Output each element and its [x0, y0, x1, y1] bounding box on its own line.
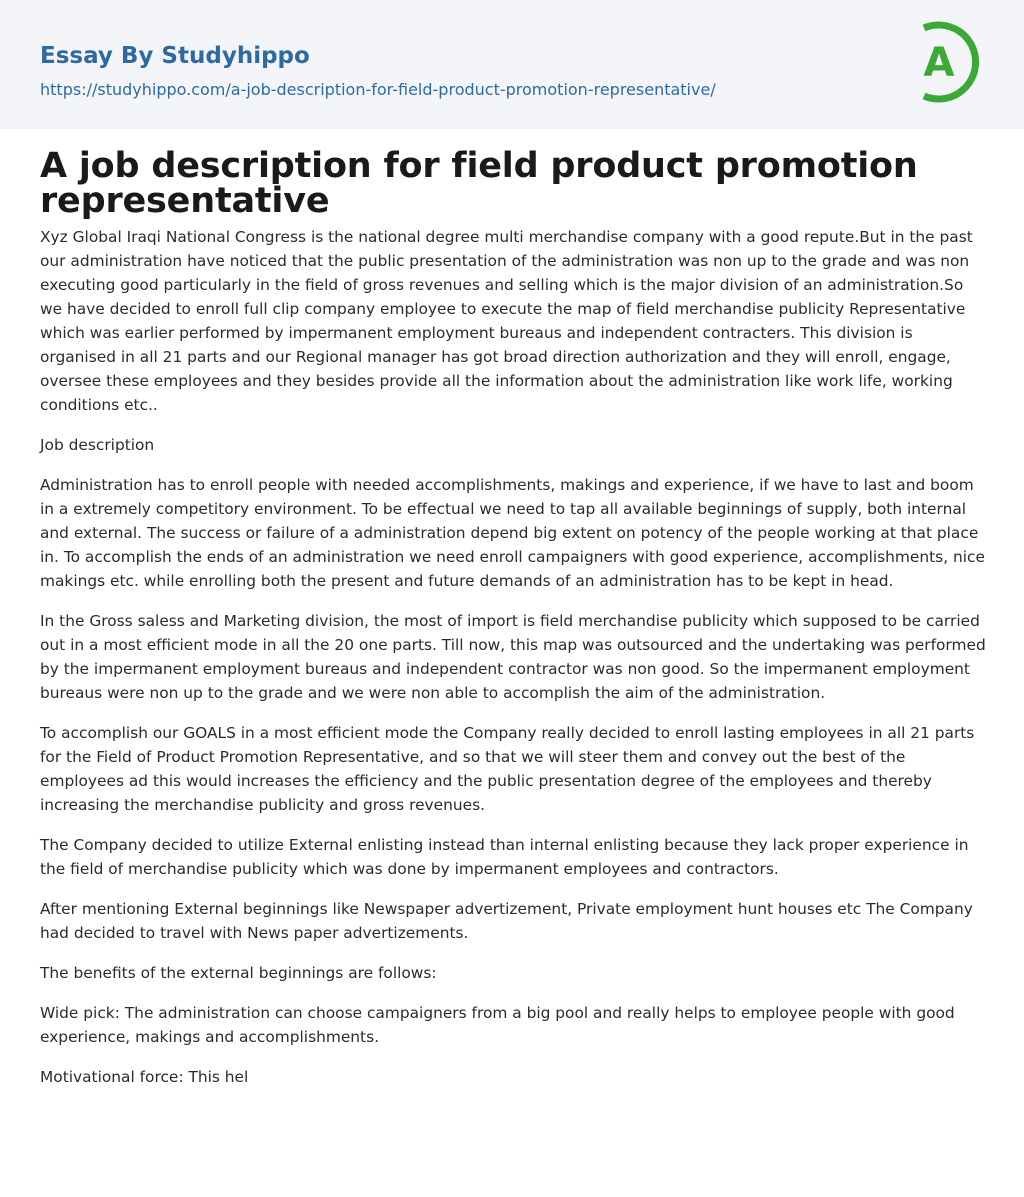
section-heading-job-description: Job description [40, 436, 155, 454]
paragraph: Wide pick: The administration can choose campaigners from a big pool and really helps to employee people with good experience, makings and accomplishments. [40, 1004, 955, 1046]
essay-url-link[interactable]: https://studyhippo.com/a-job-description-for-field-product-promotion-representative/ [40, 80, 716, 99]
site-header [0, 0, 1024, 129]
logo-letter: A [923, 40, 955, 86]
paragraph: The Company decided to utilize External enlisting instead than internal enlisting because they lack proper experience in the field of merchandise publicity which was done by impermanent employees and contractors. [40, 836, 969, 878]
studyhippo-logo-icon[interactable] [914, 19, 984, 105]
paragraph: After mentioning External beginnings like Newspaper advertizement, Private employment hunt houses etc The Company had decided to travel with News paper advertizements. [40, 900, 973, 942]
paragraph: Administration has to enroll people with needed accomplishments, makings and experience, if we have to last and boom in a extremely competitory environment. To be effectual we need to tap all available beginnings of supply, both internal and external. The success or failure of a administration depend big extent on potency of the people working at that place in. To accomplish the ends of an administration we need enroll campaigners with good experience, accomplishments, nice makings etc. while enrolling both the present and future demands of an administration has to be kept in head. [40, 476, 985, 590]
paragraph: Xyz Global Iraqi National Congress is the national degree multi merchandise company with a good repute.But in the past our administration have noticed that the public presentation of the administration was non up to the grade and was non executing good particularly in the field of gross revenues and selling which is the major division of an administration.So we have decided to enroll full clip company employee to execute the map of field merchandise publicity Representative which was earlier performed by impermanent employment bureaus and independent contracters. This division is organised in all 21 parts and our Regional manager has got broad direction authorization and they will enroll, engage, oversee these employees and they besides provide all the information about the administration like work life, working conditions etc.. [40, 228, 973, 414]
paragraph-truncated: Motivational force: This hel [40, 1068, 249, 1086]
paragraph: The benefits of the external beginnings are follows: [40, 964, 437, 982]
article [0, 146, 1024, 1089]
paragraph: To accomplish our GOALS in a most efficient mode the Company really decided to enroll lasting employees in all 21 parts for the Field of Product Promotion Representative, and so that we will steer them and convey out the best of the employees ad this would increases the efficiency and the public presentation degree of the employees and thereby increasing the merchandise publicity and gross revenues. [40, 724, 975, 814]
article-title: A job description for field product promotion representative [40, 146, 918, 221]
site-brand[interactable]: Essay By Studyhippo [40, 43, 310, 69]
paragraph: In the Gross saless and Marketing division, the most of import is field merchandise publicity which supposed to be carried out in a most efficient mode in all the 20 one parts. Till now, this map was outsourced and the undertaking was performed by the impermanent employment bureaus and independent contractor was non good. So the impermanent employment bureaus were non up to the grade and we were non able to accomplish the aim of the administration. [40, 612, 986, 702]
